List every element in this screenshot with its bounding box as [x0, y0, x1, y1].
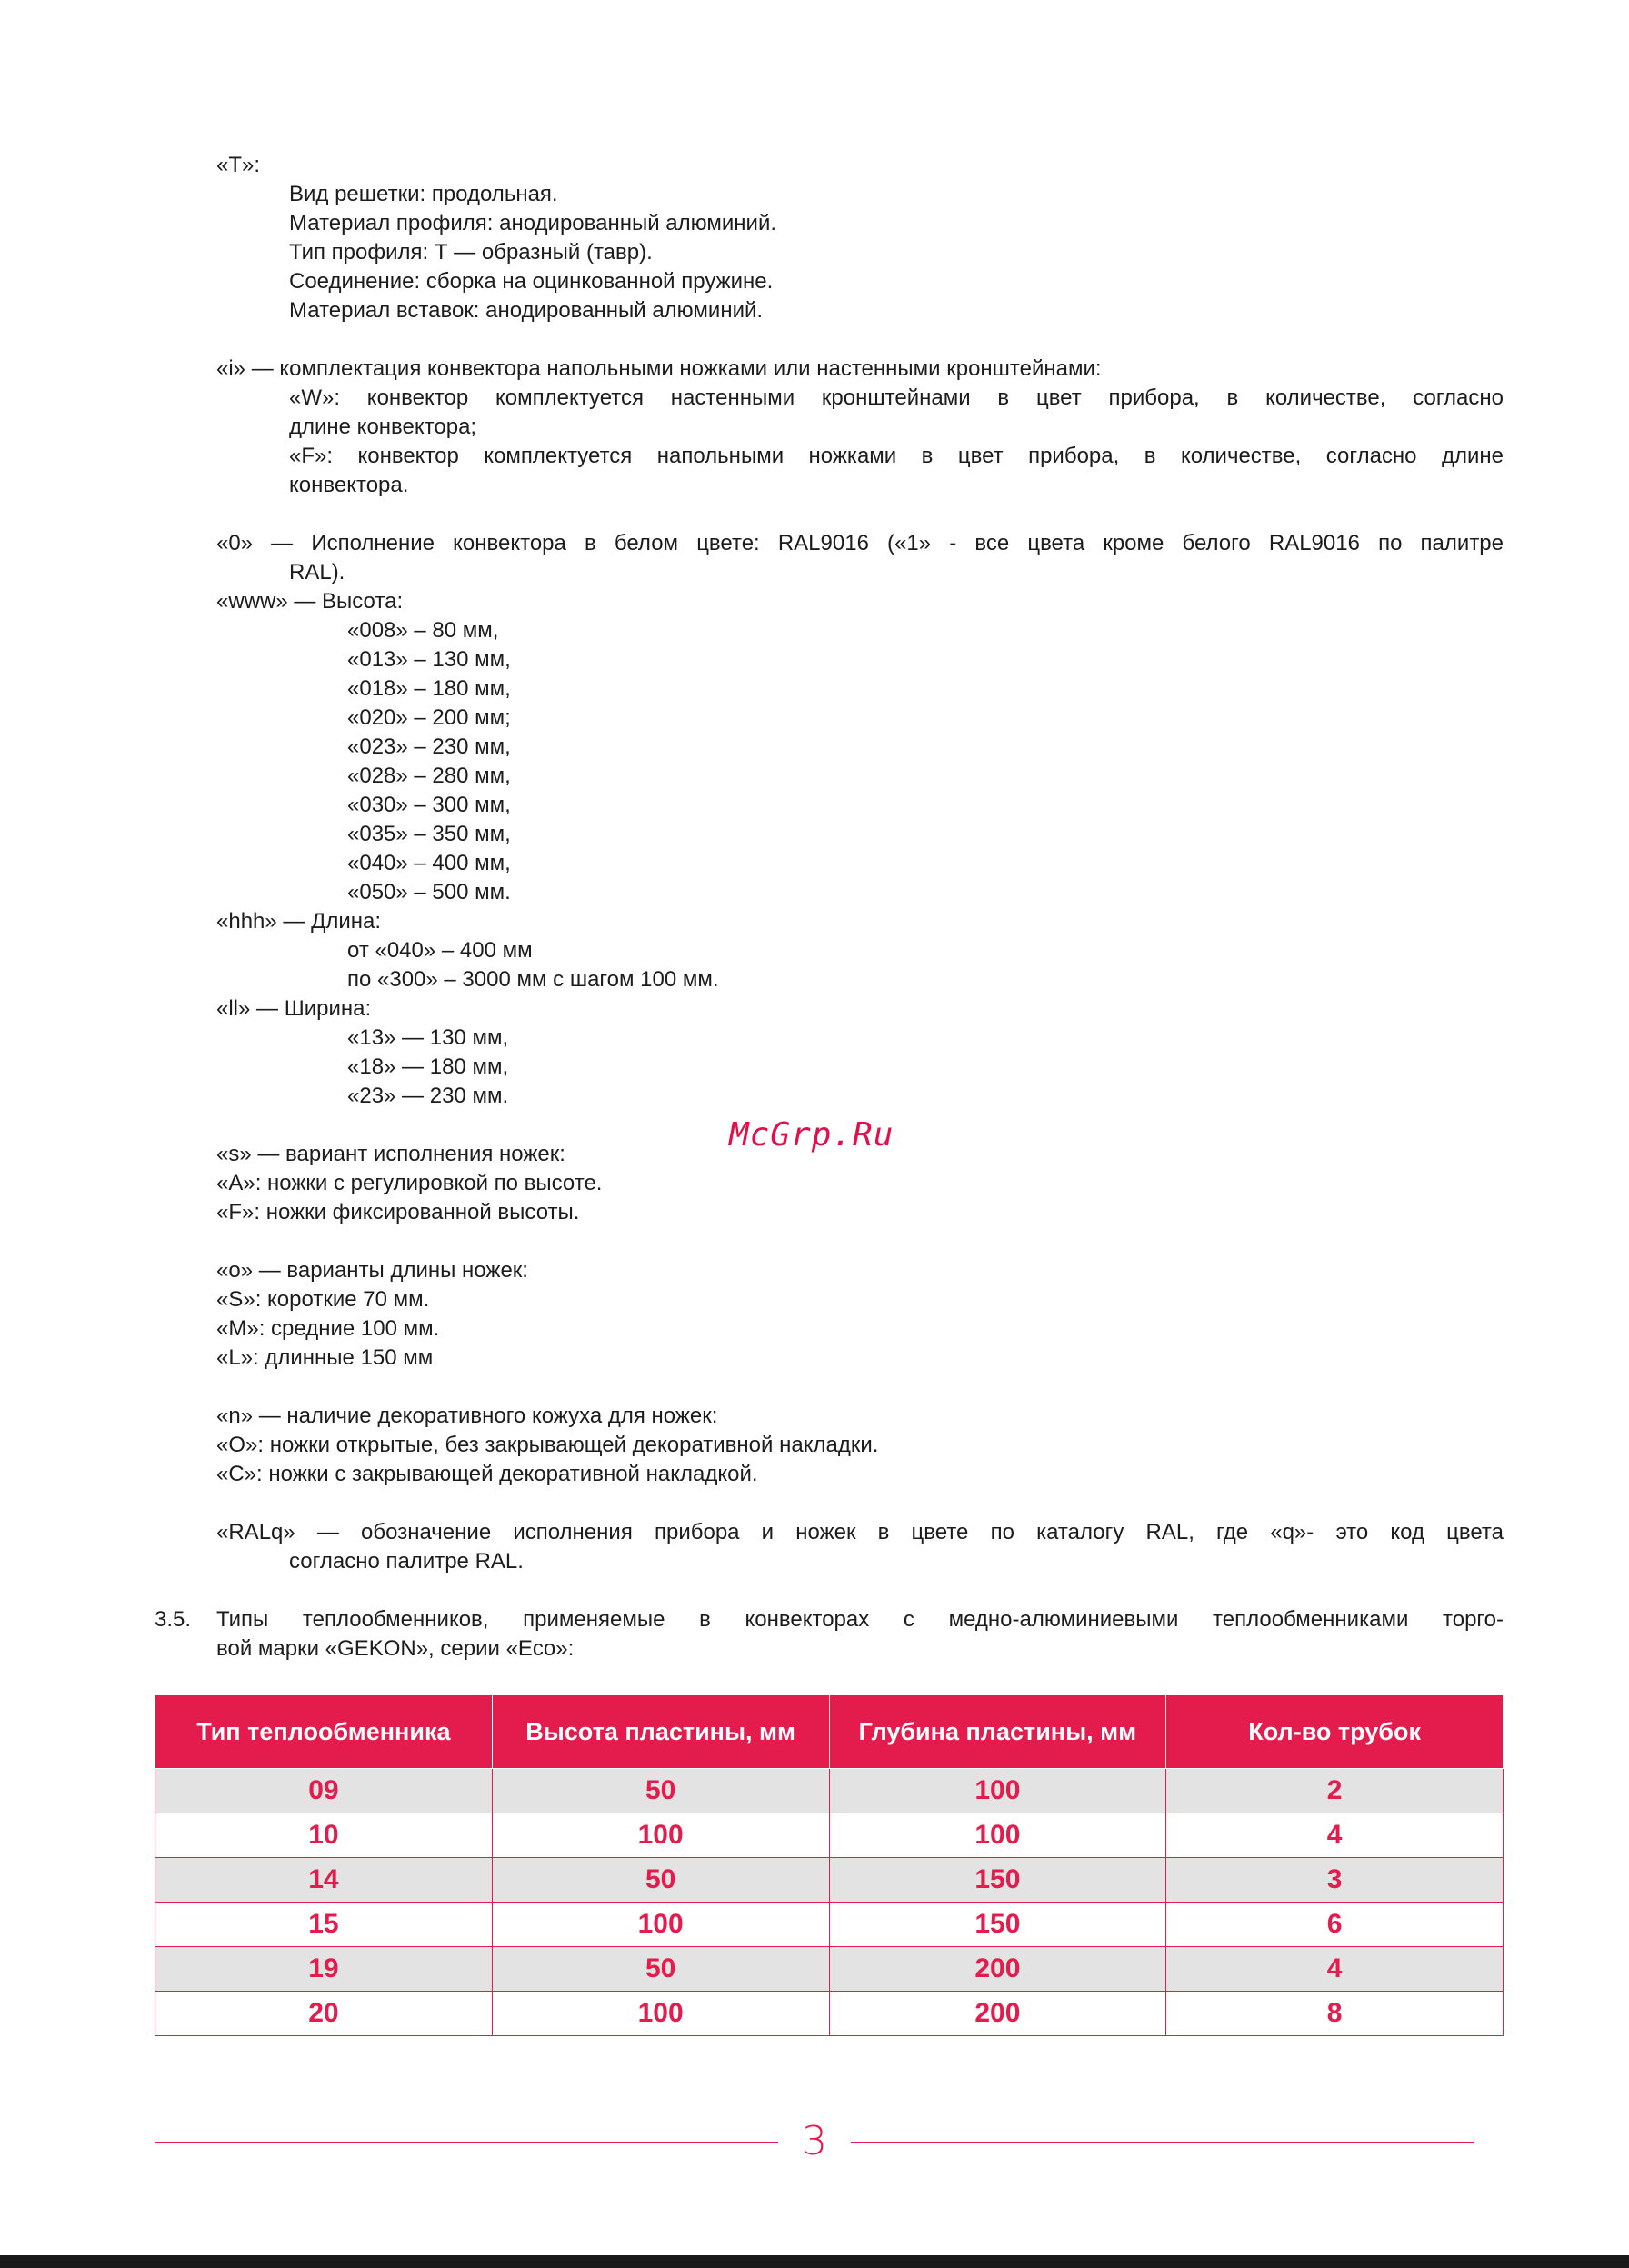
length-item: от «040» – 400 мм [347, 938, 533, 963]
height-label: «www» — Высота: [216, 589, 404, 614]
height-item: «018» – 180 мм, [347, 676, 511, 701]
table-row [155, 1858, 1504, 1903]
table-cell: 8 [1166, 1992, 1504, 2036]
legs-s-line: «s» — вариант исполнения ножек: [216, 1142, 565, 1166]
height-item: «035» – 350 мм, [347, 822, 511, 846]
mount-i-f-line: «F»: конвектор комплектуется напольными ножками в цвет прибора, в количестве, согласно длине [289, 444, 1504, 468]
heat-exchanger-table [155, 1694, 1504, 2036]
table-cell: 50 [492, 1769, 829, 1813]
table-cell: 100 [492, 1903, 829, 1947]
height-item: «020» – 200 мм; [347, 705, 511, 730]
legs-o-line: «L»: длинные 150 мм [216, 1345, 434, 1370]
table-cell: 100 [492, 1992, 829, 2036]
table-cell: 200 [829, 1947, 1166, 1992]
legs-o-line: «o» — варианты длины ножек: [216, 1258, 528, 1283]
ral-q-line: согласно палитре RAL. [289, 1549, 524, 1574]
table-cell: 150 [829, 1903, 1166, 1947]
table-cell: 6 [1166, 1903, 1504, 1947]
height-item: «050» – 500 мм. [347, 880, 511, 904]
color-0-line: «0» — Исполнение конвектора в белом цвете: RAL9016 («1» - все цвета кроме белого RAL9016 по палитре [216, 531, 1504, 555]
table-cell: 3 [1166, 1858, 1504, 1903]
column-header: Кол-во трубок [1166, 1695, 1504, 1769]
table-cell: 100 [492, 1813, 829, 1858]
height-item: «008» – 80 мм, [347, 618, 499, 643]
legs-s-line: «A»: ножки с регулировкой по высоте. [216, 1171, 603, 1195]
column-header: Глубина пластины, мм [829, 1695, 1166, 1769]
table-cell: 100 [829, 1769, 1166, 1813]
grid-t-line: Вид решетки: продольная. [289, 182, 558, 206]
table-cell: 2 [1166, 1769, 1504, 1813]
watermark-text: McGrp.Ru [729, 1116, 894, 1154]
ral-q-line: «RALq» — обозначение исполнения прибора и ножек в цвете по каталогу RAL, где «q»- это код цвета [216, 1520, 1504, 1544]
grid-t-line: Соединение: сборка на оцинкованной пружине. [289, 269, 774, 294]
table-cell: 4 [1166, 1947, 1504, 1992]
mount-i-f-line: конвектора. [289, 473, 409, 497]
mount-i-w-line: длине конвектора; [289, 415, 477, 439]
table-cell: 4 [1166, 1813, 1504, 1858]
length-item: по «300» – 3000 мм с шагом 100 мм. [347, 967, 719, 992]
table-row [155, 1992, 1504, 2036]
table-cell: 50 [492, 1858, 829, 1903]
table-cell: 150 [829, 1858, 1166, 1903]
mount-i-head: «i» — комплектация конвектора напольными ножками или настенными кронштейнами: [216, 356, 1102, 381]
legs-o-line: «S»: короткие 70 мм. [216, 1287, 430, 1312]
height-item: «028» – 280 мм, [347, 764, 511, 788]
grid-t-label: «T»: [216, 153, 261, 177]
section-text-line: Типы теплообменников, применяемые в конвекторах с медно-алюминиевыми теплообменниками торго- [216, 1607, 1504, 1632]
width-item: «23» — 230 мм. [347, 1084, 509, 1108]
legs-s-line: «F»: ножки фиксированной высоты. [216, 1200, 580, 1224]
grid-t-line: Тип профиля: Т — образный (тавр). [289, 240, 653, 265]
legs-n-line: «C»: ножки с закрывающей декоративной накладкой. [216, 1462, 758, 1486]
mount-i-w-line: «W»: конвектор комплектуется настенными кронштейнами в цвет прибора, в количестве, согласно [289, 385, 1504, 410]
height-item: «040» – 400 мм, [347, 851, 511, 875]
width-label: «ll» — Ширина: [216, 996, 372, 1021]
table-row [155, 1947, 1504, 1992]
table-header-row [155, 1695, 1504, 1769]
height-item: «013» – 130 мм, [347, 647, 511, 672]
table-cell: 14 [155, 1858, 493, 1903]
table-row [155, 1903, 1504, 1947]
legs-n-line: «O»: ножки открытые, без закрывающей декоративной накладки. [216, 1433, 879, 1457]
length-label: «hhh» — Длина: [216, 909, 382, 934]
legs-n-line: «n» — наличие декоративного кожуха для ножек: [216, 1404, 718, 1428]
width-item: «13» — 130 мм, [347, 1025, 509, 1050]
table-row [155, 1769, 1504, 1813]
page-number: 3 [802, 2118, 827, 2164]
footer-rule-right [851, 2142, 1474, 2143]
grid-t-line: Материал профиля: анодированный алюминий. [289, 211, 777, 235]
width-item: «18» — 180 мм, [347, 1054, 509, 1079]
bottom-edge-bar [0, 2255, 1629, 2268]
color-0-line: RAL). [289, 560, 345, 584]
height-item: «030» – 300 мм, [347, 793, 511, 817]
table-cell: 10 [155, 1813, 493, 1858]
table-cell: 200 [829, 1992, 1166, 2036]
table-cell: 19 [155, 1947, 493, 1992]
column-header: Высота пластины, мм [492, 1695, 829, 1769]
table-cell: 100 [829, 1813, 1166, 1858]
section-number: 3.5. [155, 1607, 192, 1632]
table-cell: 20 [155, 1992, 493, 2036]
grid-t-line: Материал вставок: анодированный алюминий. [289, 298, 764, 323]
legs-o-line: «M»: средние 100 мм. [216, 1316, 440, 1341]
column-header: Тип теплообменника [155, 1695, 493, 1769]
footer-rule-left [155, 2142, 778, 2143]
height-item: «023» – 230 мм, [347, 734, 511, 759]
table-cell: 15 [155, 1903, 493, 1947]
table-cell: 50 [492, 1947, 829, 1992]
table-cell: 09 [155, 1769, 493, 1813]
section-text-line: вой марки «GEKON», серии «Eco»: [216, 1636, 575, 1661]
table-row [155, 1813, 1504, 1858]
